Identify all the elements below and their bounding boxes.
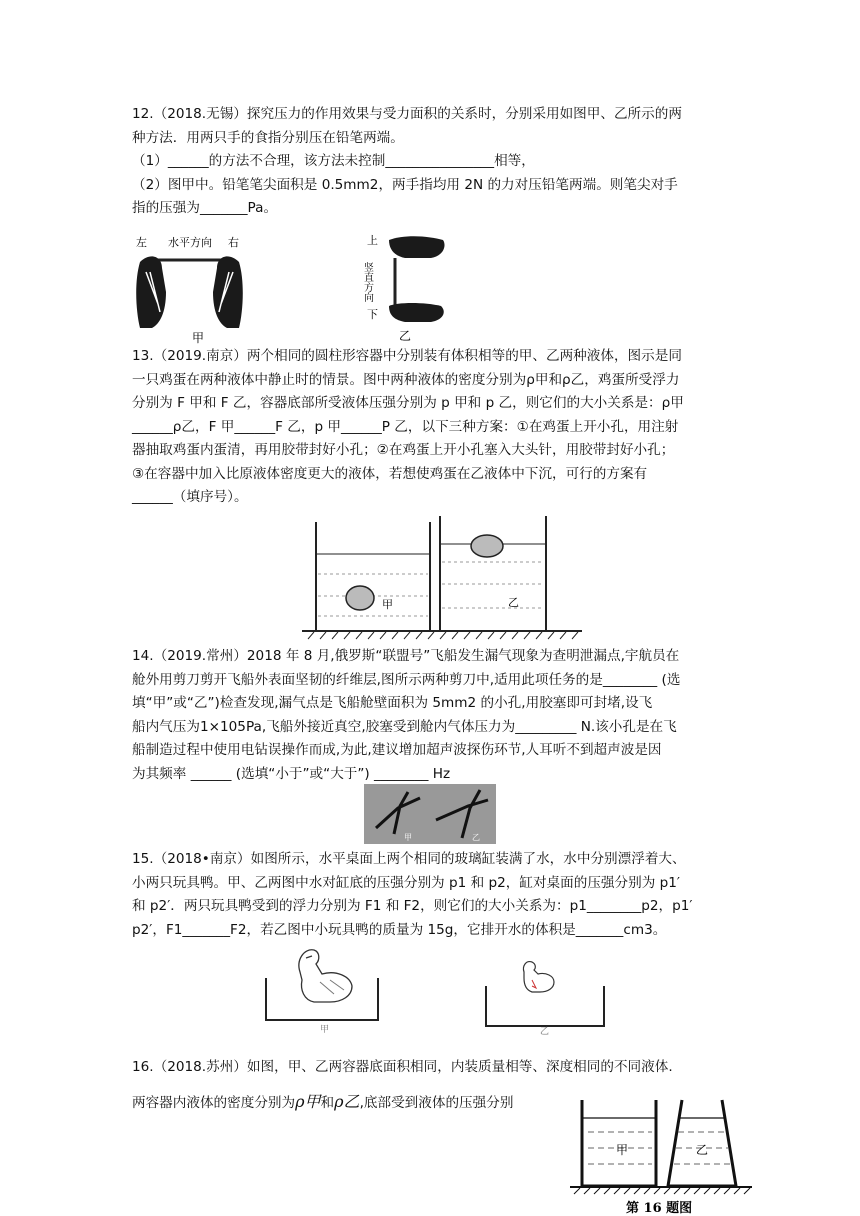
right-hand	[213, 256, 243, 328]
scissors-label-yi: 乙	[472, 833, 480, 842]
question-12	[132, 103, 732, 221]
label-right: 右	[228, 236, 239, 249]
q12-figure-yi	[361, 232, 455, 344]
q14-line: 填“甲”或“乙”)检查发现,漏气点是飞船舱壁面积为 5mm2 的小孔,用胶塞即可封堵,设飞	[132, 695, 653, 711]
q14-line: 船制造过程中使用电钻误操作而成,为此,建议增加超声波探伤环节,人耳听不到超声波是因	[132, 742, 662, 758]
q14-line: 船内气压为1×105Pa,飞船外接近真空,胶塞受到舱内气体压力为_________ N.该小孔是在飞	[132, 718, 677, 735]
tank-label-jia: 甲	[320, 1025, 330, 1035]
q13-line: 器抽取鸡蛋内蛋清，再用胶带封好小孔；②在鸡蛋上开小孔塞入大头针，用胶带封好小孔；	[132, 442, 675, 458]
q16-line: 16.（2018.苏州）如图，甲、乙两容器底面积相同，内装质量相等、深度相同的不同液体.	[132, 1059, 673, 1075]
question-16	[132, 1056, 732, 1080]
q12-line: 12.（2018.无锡）探究压力的作用效果与受力面积的关系时，分别采用如图甲、乙所示的两	[132, 106, 682, 122]
q16-text: 两容器内液体的密度分别为	[132, 1095, 296, 1111]
q16-text: ,底部受到液体的压强分别	[359, 1095, 514, 1111]
caption-yi: 乙	[398, 329, 412, 343]
q13-line: 一只鸡蛋在两种液体中静止时的情景。图中两种液体的密度分别为ρ甲和ρ乙，鸡蛋所受浮力	[132, 371, 680, 388]
q12-line: 种方法．用两只手的食指分别压在铅笔两端。	[132, 129, 404, 146]
q15-line: p2′，F1_______F2，若乙图中小玩具鸭的质量为 15g，它排开水的体积是_______cm3。	[132, 921, 667, 938]
q13-line: ______（填序号）。	[132, 489, 248, 505]
rho-jia: ρ甲	[295, 1092, 321, 1111]
q15-line: 15.（2018•南京）如图所示，水平桌面上两个相同的玻璃缸装满了水，水中分别漂浮着大、	[132, 851, 686, 867]
top-hand	[389, 236, 445, 258]
container-label-jia: 甲	[382, 598, 393, 611]
q14-figure	[364, 784, 496, 844]
bottom-hand	[389, 303, 444, 322]
label-up: 上	[367, 234, 378, 247]
q16-figure	[566, 1094, 760, 1216]
q16-line-2	[132, 1090, 513, 1116]
q14-line: 14.（2019.常州）2018 年 8 月,俄罗斯“联盟号”飞船发生漏气现象为查明泄漏点,宇航员在	[132, 648, 680, 664]
tank-label-yi: 乙	[540, 1027, 550, 1037]
label-down: 下	[367, 308, 378, 321]
q12-line: 指的压强为_______Pa。	[132, 200, 278, 216]
question-14	[132, 645, 732, 786]
caption-jia: 甲	[191, 331, 205, 345]
container-label-jia: 甲	[616, 1143, 629, 1157]
scissors-label-jia: 甲	[404, 833, 412, 842]
label-vertical: 竖直方向	[361, 262, 373, 302]
q12-line: （2）图甲中。铅笔笔尖面积是 0.5mm2，两手指均用 2N 的力对压铅笔两端。则笔尖对手	[132, 176, 678, 193]
small-duck	[523, 962, 554, 992]
egg-right	[471, 535, 503, 557]
question-13	[132, 345, 732, 510]
q14-line: 为其频率 ______ (选填“小于”或“大于”) ________ Hz	[132, 765, 451, 782]
container-label-yi: 乙	[508, 596, 519, 609]
q13-line: 分别为 F 甲和 F 乙，容器底部所受液体压强分别为 p 甲和 p 乙，则它们的大小关系是：ρ甲	[132, 395, 684, 411]
figure-caption: 第 16 题图	[626, 1201, 693, 1216]
rho-yi: ρ乙	[334, 1092, 360, 1111]
label-left: 左	[136, 236, 147, 249]
left-hand	[136, 256, 166, 328]
q13-line: ______ρ乙，F 甲______F 乙，p 甲______P 乙，以下三种方案：①在鸡蛋上开小孔，用注射	[132, 418, 679, 435]
q15-line: 和 p2′．两只玩具鸭受到的浮力分别为 F1 和 F2，则它们的大小关系为：p1________p2，p1′	[132, 898, 693, 914]
q15-line: 小两只玩具鸭。甲、乙两图中水对缸底的压强分别为 p1 和 p2，缸对桌面的压强分别为 p1′	[132, 874, 680, 891]
q13-line: 13.（2019.南京）两个相同的圆柱形容器中分别装有体积相等的甲、乙两种液体，图示是同	[132, 348, 682, 364]
q12-figure-jia	[132, 232, 247, 344]
q12-line: （1）______的方法不合理，该方法未控制________________相等，	[132, 153, 535, 169]
egg-left	[346, 586, 374, 610]
question-15	[132, 848, 732, 942]
q13-figure	[298, 512, 586, 642]
q16-text: 和	[320, 1095, 335, 1111]
container-label-yi: 乙	[696, 1143, 709, 1157]
q15-figure	[260, 944, 630, 1037]
label-horizontal: 水平方向	[168, 236, 212, 249]
q14-line: 舱外用剪刀剪开飞船外表面坚韧的纤维层,图所示两种剪刀中,适用此项任务的是________ (选	[132, 671, 681, 688]
q13-line: ③在容器中加入比原液体密度更大的液体，若想使鸡蛋在乙液体中下沉，可行的方案有	[132, 465, 648, 482]
